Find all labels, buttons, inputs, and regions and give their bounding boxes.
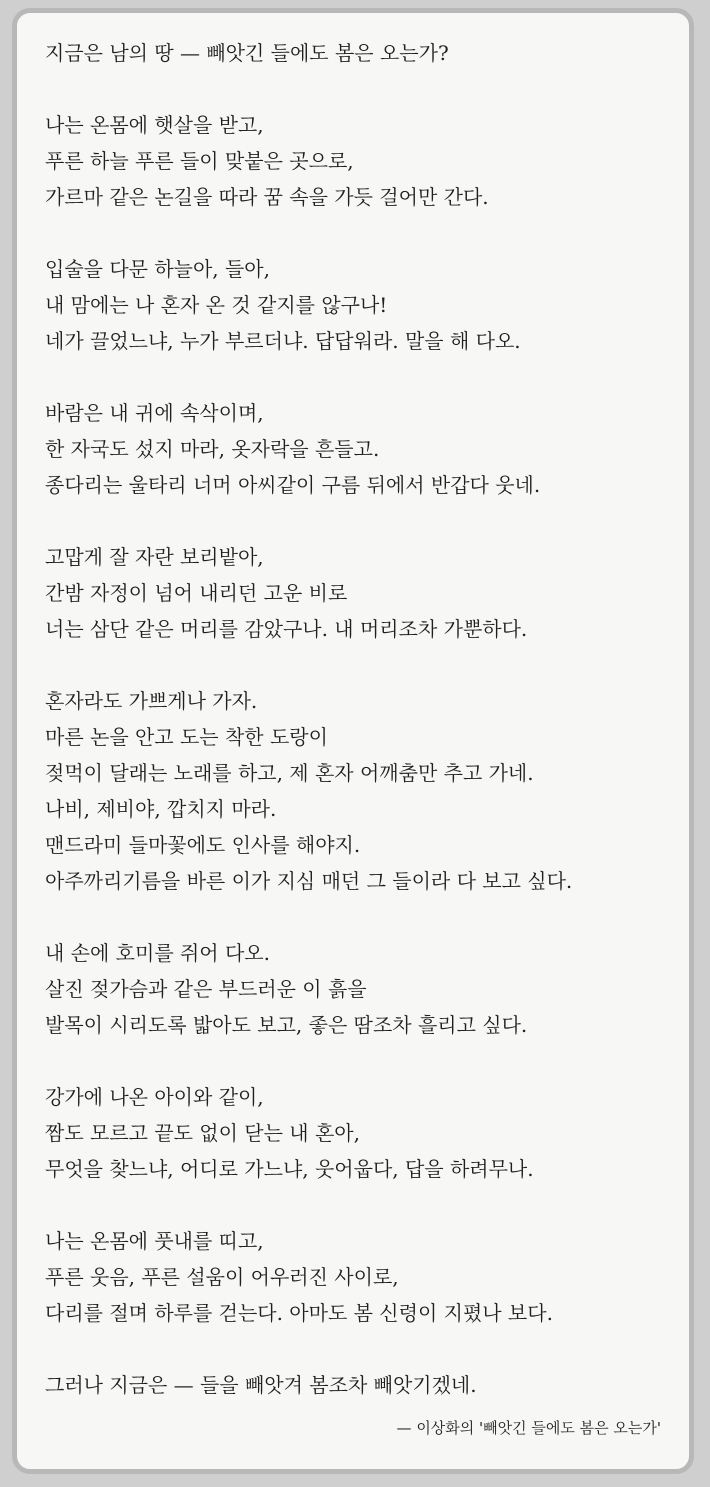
poem-line: 혼자라도 가쁘게나 가자. — [45, 689, 258, 713]
stanza-gap — [45, 1043, 680, 1079]
poem-line: 푸른 하늘 푸른 들이 맞붙은 곳으로, — [45, 149, 354, 173]
poem-line: 내 맘에는 나 혼자 온 것 같지를 않구나! — [45, 293, 388, 317]
stanza-gap — [45, 899, 680, 935]
poem-line: 내 손에 호미를 쥐어 다오. — [45, 941, 270, 965]
poem-line: 짬도 모르고 끝도 없이 닫는 내 혼아, — [45, 1121, 360, 1145]
poem-line: 그러나 지금은 — 들을 빼앗겨 봄조차 빼앗기겠네. — [45, 1373, 477, 1397]
poem-line: 입술을 다문 하늘아, 들아, — [45, 257, 270, 281]
poem-line: 나는 온몸에 풋내를 띠고, — [45, 1229, 264, 1253]
poem-line: 지금은 남의 땅 — 빼앗긴 들에도 봄은 오는가? — [45, 41, 449, 65]
poem-source-citation: — 이상화의 '빼앗긴 들에도 봄은 오는가' — [396, 1419, 661, 1437]
stanza-gap — [45, 359, 680, 395]
poem-line: 맨드라미 들마꽃에도 인사를 해야지. — [45, 833, 361, 857]
poem-line: 고맙게 잘 자란 보리밭아, — [45, 545, 264, 569]
stanza-gap — [45, 503, 680, 539]
poem-card — [12, 8, 694, 1474]
poem-line: 무엇을 찾느냐, 어디로 가느냐, 웃어웁다, 답을 하려무나. — [45, 1157, 534, 1181]
stanza-gap — [45, 1331, 680, 1367]
stanza-gap — [45, 215, 680, 251]
poem-line: 푸른 웃음, 푸른 설움이 어우러진 사이로, — [45, 1265, 399, 1289]
poem-line: 나비, 제비야, 깝치지 마라. — [45, 797, 277, 821]
poem-line: 젖먹이 달래는 노래를 하고, 제 혼자 어깨춤만 추고 가네. — [45, 761, 534, 785]
poem-line: 종다리는 울타리 너머 아씨같이 구름 뒤에서 반갑다 웃네. — [45, 473, 541, 497]
poem-line: 너는 삼단 같은 머리를 감았구나. 내 머리조차 가뿐하다. — [45, 617, 528, 641]
poem-line: 강가에 나온 아이와 같이, — [45, 1085, 264, 1109]
stanza-gap — [45, 647, 680, 683]
poem-line: 살진 젖가슴과 같은 부드러운 이 흙을 — [45, 977, 367, 1001]
poem-text — [45, 35, 680, 1403]
poem-line: 네가 끌었느냐, 누가 부르더냐. 답답워라. 말을 해 다오. — [45, 329, 521, 353]
poem-line: 간밤 자정이 넘어 내리던 고운 비로 — [45, 581, 348, 605]
poem-line: 발목이 시리도록 밟아도 보고, 좋은 땀조차 흘리고 싶다. — [45, 1013, 528, 1037]
poem-line: 아주까리기름을 바른 이가 지심 매던 그 들이라 다 보고 싶다. — [45, 869, 573, 893]
poem-line: 한 자국도 섰지 마라, 옷자락을 흔들고. — [45, 437, 380, 461]
poem-line: 나는 온몸에 햇살을 받고, — [45, 113, 264, 137]
poem-line: 다리를 절며 하루를 걷는다. 아마도 봄 신령이 지폈나 보다. — [45, 1301, 553, 1325]
poem-line: 가르마 같은 논길을 따라 꿈 속을 가듯 걸어만 간다. — [45, 185, 489, 209]
poem-line: 바람은 내 귀에 속삭이며, — [45, 401, 264, 425]
poem-line: 마른 논을 안고 도는 착한 도랑이 — [45, 725, 328, 749]
stanza-gap — [45, 71, 680, 107]
stanza-gap — [45, 1187, 680, 1223]
